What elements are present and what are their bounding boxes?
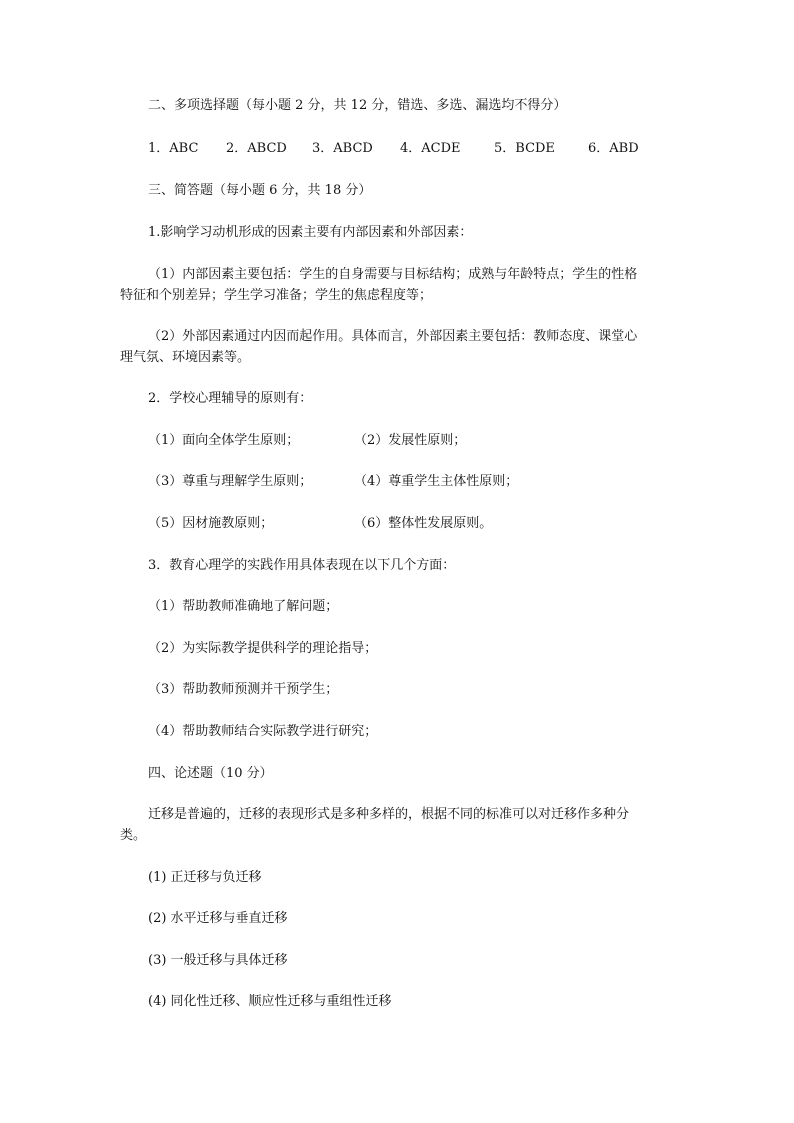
section4-heading: 四、论述题（10 分） bbox=[148, 766, 273, 781]
q2-item: （4）尊重学生主体性原则； bbox=[354, 474, 519, 489]
q3-title: 3．教育心理学的实践作用具体表现在以下几个方面： bbox=[148, 558, 456, 573]
q2-item: （6）整体性发展原则。 bbox=[354, 516, 493, 531]
section4-item: (2) 水平迁移与垂直迁移 bbox=[148, 911, 288, 926]
section3-heading: 三、简答题（每小题 6 分，共 18 分） bbox=[148, 183, 372, 198]
section4-item: (3) 一般迁移与具体迁移 bbox=[148, 953, 288, 968]
q3-item: （4）帮助教师结合实际教学进行研究； bbox=[148, 724, 378, 739]
q1-paragraph1-line1: （1）内部因素主要包括：学生的自身需要与目标结构；成熟与年龄特点；学生的性格 bbox=[148, 267, 638, 282]
q3-item: （1）帮助教师准确地了解问题； bbox=[148, 599, 339, 614]
q2-title: 2．学校心理辅导的原则有： bbox=[148, 391, 313, 406]
answer-item: 5．BCDE bbox=[494, 141, 555, 156]
q3-item: （3）帮助教师预测并干预学生； bbox=[148, 682, 339, 697]
answer-item: 2．ABCD bbox=[226, 141, 287, 156]
section4-item: (1) 正迁移与负迁移 bbox=[148, 870, 262, 885]
q1-paragraph2-line2: 理气氛、环境因素等。 bbox=[120, 350, 251, 365]
q1-paragraph2-line1: （2）外部因素通过内因而起作用。具体而言，外部因素主要包括：教师态度、课堂心 bbox=[148, 329, 638, 344]
q2-item: （3）尊重与理解学生原则； bbox=[148, 474, 313, 489]
answer-item: 3．ABCD bbox=[312, 141, 373, 156]
answer-item: 6．ABD bbox=[588, 141, 639, 156]
answer-item: 1．ABC bbox=[148, 141, 199, 156]
section2-heading: 二、多项选择题（每小题 2 分，共 12 分，错选、多选、漏选均不得分） bbox=[148, 98, 567, 113]
q1-paragraph1-line2: 特征和个别差异；学生学习准备；学生的焦虑程度等； bbox=[120, 288, 433, 303]
q3-item: （2）为实际教学提供科学的理论指导； bbox=[148, 641, 378, 656]
section4-intro-line2: 类。 bbox=[120, 828, 147, 843]
section4-intro-line1: 迁移是普遍的，迁移的表现形式是多种多样的，根据不同的标准可以对迁移作多种分 bbox=[148, 807, 630, 822]
q2-item: （2）发展性原则； bbox=[354, 433, 467, 448]
section4-item: (4) 同化性迁移、顺应性迁移与重组性迁移 bbox=[148, 994, 392, 1009]
answer-item: 4．ACDE bbox=[400, 141, 461, 156]
q1-title: 1.影响学习动机形成的因素主要有内部因素和外部因素： bbox=[148, 225, 473, 240]
q2-item: （5）因材施教原则； bbox=[148, 516, 274, 531]
q2-item: （1）面向全体学生原则； bbox=[148, 433, 300, 448]
